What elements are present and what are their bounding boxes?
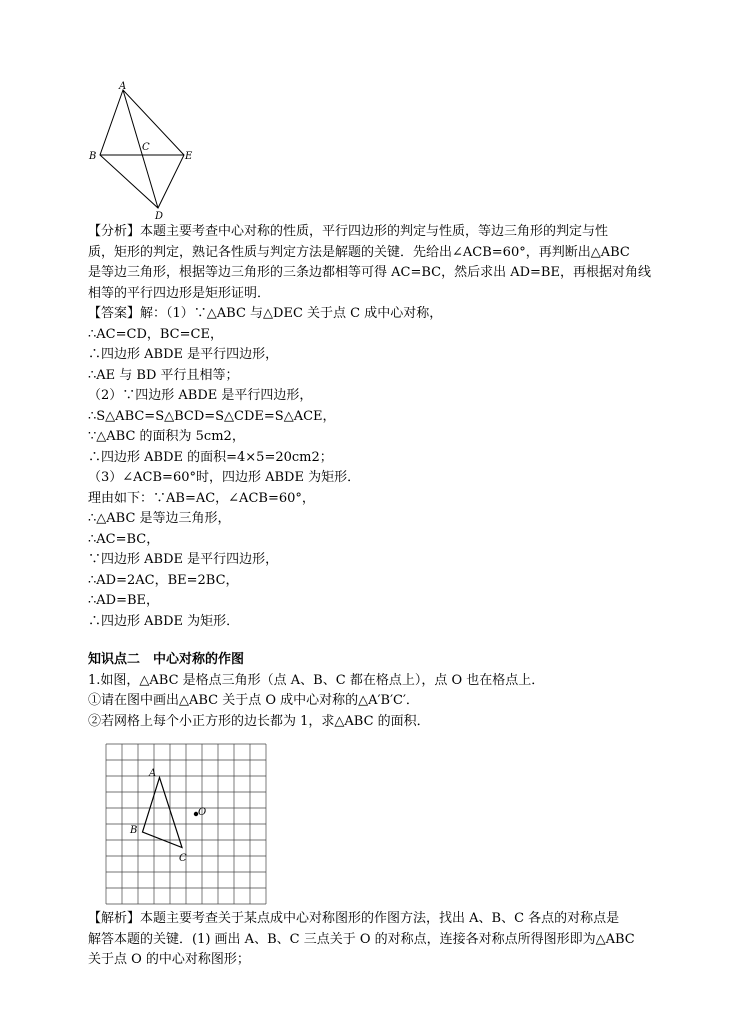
text-line: 是等边三角形，根据等边三角形的三条边都相等可得 AC=BC，然后求出 AD=BE，再根据对角线 [88,265,651,280]
text-line: ∵△ABC 的面积为 5cm2， [88,429,245,444]
solution-text [88,222,668,732]
section-title: 知识点二 中心对称的作图 [88,652,245,667]
text-line: 相等的平行四边形是矩形证明． [88,285,271,301]
grid-label-C: C [179,853,187,864]
analysis-text [88,909,668,971]
text-line: （2）∵四边形 ABDE 是平行四边形， [88,388,313,403]
text-line: ∴△ABC 是等边三角形， [88,511,231,526]
question-line: 1.如图，△ABC 是格点三角形（点 A、B、C 都在格点上），点 O 也在格点上． [88,672,545,688]
grid-label-O: O [198,807,207,818]
label-B: B [89,151,97,162]
text-line: ∴四边形 ABDE 的面积=4×5=20cm2； [88,449,333,465]
text-line: ∴AC=CD，BC=CE， [88,326,223,342]
text-line: ∵四边形 ABDE 是平行四边形， [88,552,279,567]
text-line: ∴AD=BE， [88,593,160,608]
text-line: ∴四边形 ABDE 为矩形． [88,613,240,629]
text-line: 质，矩形的判定，熟记各性质与判定方法是解题的关键．先给出∠ACB=60°，再判断出△ABC [88,244,630,260]
text-line: 关于点 O 的中心对称图形； [88,952,250,967]
text-line: 解答本题的关键．(1) 画出 A、B、C 三点关于 O 的对称点，连接各对称点所得图形即为△ABC [88,931,635,947]
label-A: A [119,81,127,92]
label-E: E [185,151,193,162]
question-line: ②若网格上每个小正方形的边长都为 1，求△ABC 的面积． [88,713,430,729]
label-C: C [142,142,150,153]
text-line: 【分析】本题主要考查中心对称的性质，平行四边形的判定与性质，等边三角形的判定与性 [88,224,609,239]
text-line: ∴S△ABC=S△BCD=S△CDE=S△ACE， [88,408,336,424]
text-line: （3）∠ACB=60°时，四边形 ABDE 为矩形． [88,470,361,485]
text-line: ∴AD=2AC，BE=2BC， [88,572,239,588]
text-line: 【答案】解：（1）∵△ABC 与△DEC 关于点 C 成中心对称， [88,306,443,321]
text-line: ∴四边形 ABDE 是平行四边形， [88,347,279,362]
grid-label-A: A [149,768,157,779]
triangle-ABC [143,778,183,848]
rhombus-figure [85,80,205,220]
text-line: 理由如下：∵AB=AC，∠ACB=60°， [88,490,315,506]
grid-figure [105,743,267,905]
text-line: ∴AE 与 BD 平行且相等； [88,367,239,383]
text-line: 【解析】本题主要考查关于某点成中心对称图形的作图方法，找出 A、B、C 各点的对称点是 [88,911,620,926]
grid-label-B: B [130,825,138,836]
question-line: ①请在图中画出△ABC 关于点 O 成中心对称的△A′B′C′． [88,693,419,708]
text-line: ∴AC=BC， [88,531,160,547]
label-D: D [155,211,164,220]
